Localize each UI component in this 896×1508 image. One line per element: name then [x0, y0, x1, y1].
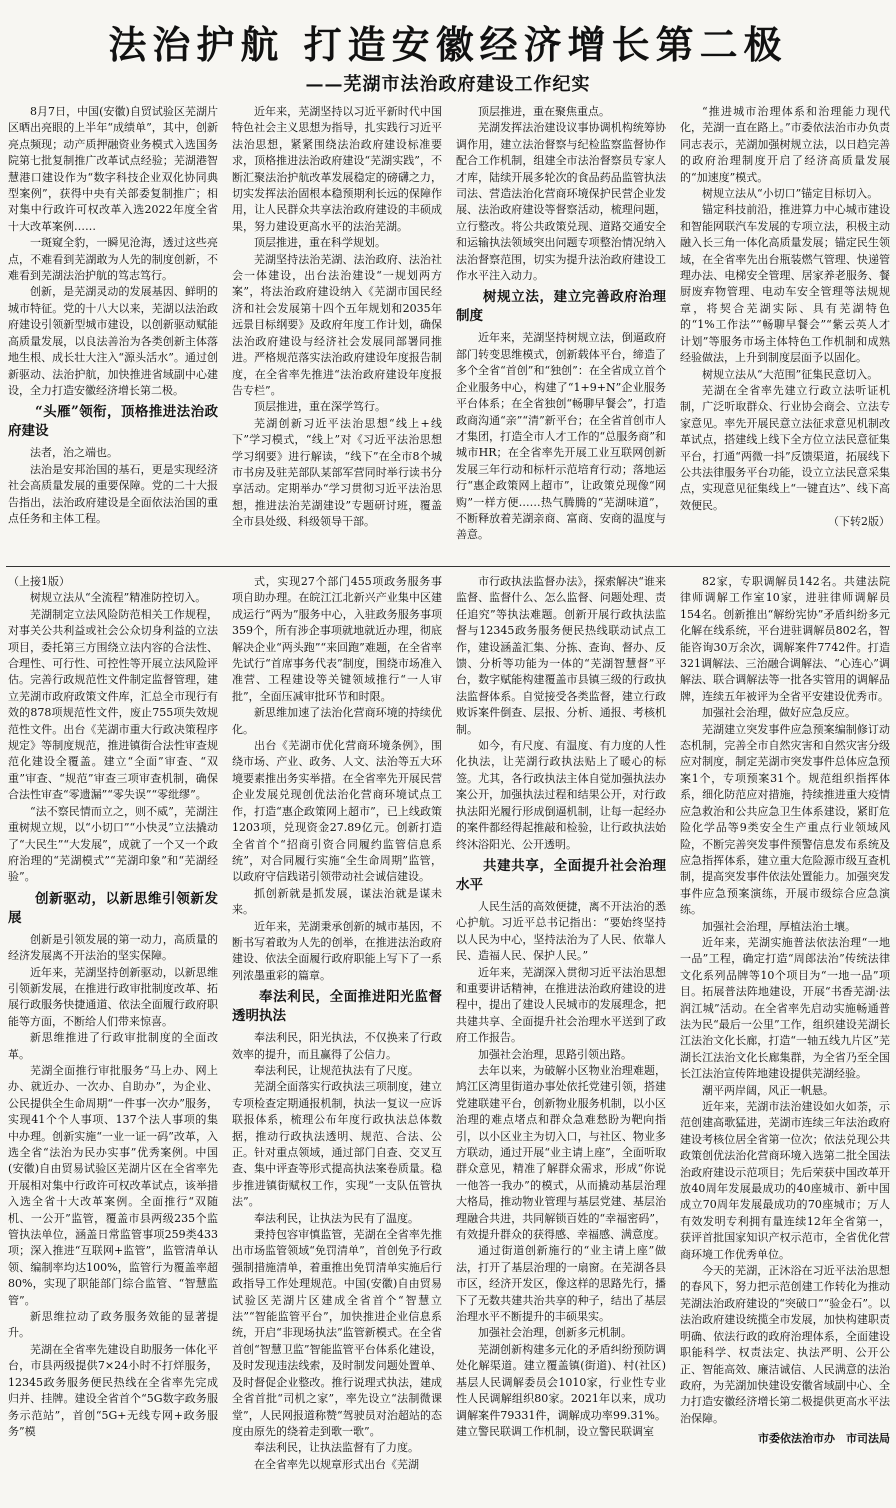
- paragraph: 加强社会治理，做好应急反应。: [702, 706, 856, 720]
- paragraph: 新思维加速了法治化营商环境的持续优化。: [232, 706, 442, 736]
- paragraph: 近年来，芜湖坚持以习近平新时代中国特色社会主义思想为指导，扎实践行习近平法治思想，紧紧围绕法治政府建设标准要求，顶格推进法治政府建设“芜湖实践”，不断汇聚法治护航改革发展稳定的磅礴之力，切实发挥法治固根本稳预期利长远的保障作用，让人民群众共享法治政府建设的丰硕成果，努力建设更高水平的法治芜湖。: [232, 105, 442, 233]
- paragraph: 近年来，芜湖深入贯彻习近平法治思想和重要讲话精神，在推进法治政府建设的进程中，提出了建设人民城市的发展理念，把共建共享、全面提升社会治理水平送到了政府工作报告。: [456, 965, 666, 1045]
- paragraph: 法者，治之端也。: [30, 446, 118, 460]
- article-column: [8, 574, 218, 1498]
- paragraph: 通过街道创新施行的“业主请上座”做法，打开了基层治理的一扇窗。在芜湖各县市区，经济开发区，像这样的思路先行，播下了无数共建共治共享的种子，结出了基层治理水平不断提升的丰硕果实。: [456, 1244, 666, 1324]
- paragraph: 奉法利民，阳光执法，不仅换来了行政效率的提升，而且赢得了公信力。: [232, 1031, 442, 1061]
- paragraph: 芜湖在全省率先建立行政立法听证机制，广泛听取群众、行业协会商会、立法专家意见。率先开展民意立法征求意见机制改革试点，搭建线上线下全方位立法民意征集平台，打通“两微一抖”反馈渠道，拓展线下公共法律服务平台功能，设立立法民意采集点，实现意见征集线上“一键直达”、线下高效便民。: [680, 383, 890, 512]
- paragraph: 一斑窥全豹，一瞬见沧海，透过这些亮点，不难看到芜湖敢为人先的制度创新，不难看到芜湖法治护航的笃志笃行。: [8, 236, 218, 283]
- paragraph: “推进城市治理体系和治理能力现代化，芜湖一直在路上。”市委依法治市办负责同志表示，芜湖加强树规立法，以日趋完善的政府治理制度开启了经济高质量发展的“加速度”模式。: [680, 105, 890, 184]
- paragraph: 芜湖发挥法治建设议事协调机构统筹协调作用，建立法治督察与纪检监察监督协作配合工作机制，组建全市法治督察员专家人才库，陆续开展多轮次的食品药品监管执法司法、营造法治化营商环境保护民营企业发展、法治政府建设等督察活动，梳理问题，立行整改。将公共政策兑现、道路交通安全和运输执法领域突出问题专项整治情况纳入法治督察范围，切实为提升法治政府建设工作水平注入动力。: [456, 121, 666, 283]
- paragraph: 顶层推进，重在聚焦重点。: [478, 105, 610, 118]
- paragraph: 秉持包容审慎监管，芜湖在全省率先推出市场监管领域“免罚清单”，首创免予行政强制措施清单，着重推出免罚清单实施后行政指导工作处理规范。中国(安徽)自由贸易试验区芜湖片区建成全省首个“智慧立法”“智能监管平台”，加快推进企业信息系统，开启“非现场执法”监管新模式。在全省首创“智慧卫监”智能监管平台体系化建设，及时发现违法线索，及时制发问题处置单、及时督促企业整改。推行说理式执法，建成全省首批“司机之家”，率先设立“法制微课堂”，人民网报道称赞“驾驶员对治超站的态度由原先的绕着走到歌一歌”。: [232, 1228, 442, 1438]
- paragraph: 式，实现27个部门455项政务服务事项自助办理。在皖江江北新兴产业集中区建成运行“两为”服务中心，入驻政务服务事项359个，所有涉企事项就地就近办理，彻底解决企业“两头跑”“来回跑”难题，在全省率先试行“首席事务代表”制度，围绕市场准入准营、工程建设等关键领域推行“一人审批”，全面压减审批环节和时限。: [232, 575, 442, 703]
- article-column: [680, 104, 890, 552]
- paragraph: 顶层推进，重在深学笃行。: [254, 400, 386, 414]
- paragraph: 加强社会治理，厚植法治土壤。: [702, 919, 856, 933]
- subheadline: ——芜湖市法治政府建设工作纪实: [305, 74, 591, 95]
- paragraph: 加强社会治理，思路引领出路。: [478, 1047, 632, 1061]
- paragraph: 新思维拉动了政务服务效能的显著提升。: [8, 1310, 218, 1340]
- article-column: [456, 104, 666, 552]
- paragraph: 今天的芜湖，正沐浴在习近平法治思想的春风下，努力把示范创建工作转化为推动芜湖法治政府建设的“突破口”“验金石”。以法治政府建设统揽全市发展，加快构建职责明确、依法行政的政府治理体系，全面建设职能科学、权责法定、执法严明、公开公正、智能高效、廉洁诚信、人民满意的法治政府，为芜湖加快建设安徽省域副中心、全力打造安徽经济增长第二极提供更高水平法治保障。: [680, 1264, 890, 1425]
- paragraph: 市行政执法监督办法》，探索解决“谁来监督、监督什么、怎么监督、问题处理、责任追究”等执法难题。创新开展行政执法监督与12345政务服务便民热线联动试点工作，建设涵盖汇集、分拣、查询、督办、反馈、分析等功能为一体的“芜湖智慧督”平台，数字赋能构建覆盖市县镇三级的行政执法监督体系。自觉接受各类监督，建立行政败诉案件倒查、层报、分析、通报、考核机制。: [456, 575, 666, 736]
- paragraph: 去年以来，为破解小区物业治理难题，鸠江区湾里街道办事处依托党建引领，搭建党建联建平台，创新物业服务机制，以小区治理的难点堵点和群众急难愁盼为靶向指引，以小区业主为切入口，与社区、物业多方联动，通过开展“业主请上座”，全面听取群众意见，精准了解群众需求，形成“你说一他答一我办”的模式，从而撬动基层治理大格局，推动物业管理与基层党建、基层治理融合共进，共同解锁百姓的“幸福密码”，有效提升群众的获得感、幸福感、满意度。: [456, 1063, 666, 1242]
- continued-on-note: （下转2版）: [828, 515, 890, 529]
- paragraph: 芜湖创新习近平法治思想“线上+线下”学习模式，“线上”对《习近平法治思想学习纲要》进行解读，“线下”在全市8个城市书房及驻芜部队某部军营同时举行读书分享活动。定期举办“学习贯彻习近平法治思想，推进法治芜湖建设”专题研讨班，覆盖全市县处级、科级领导干部。: [232, 416, 442, 529]
- paragraph: 出台《芜湖市优化营商环境条例》，围绕市场、产业、政务、人文、法治等五大环境要素推出务实举措。在全省率先开展民营企业发展兑现创优法治化营商环境试点工作，打造“惠企政策网上超市”，已上线政策1203项，兑现资金27.89亿元。创新打造全省首个“招商引资合同履约监管信息系统”，对合同履行实施“全生命周期”监管，以政府守信践诺引领带动社会诚信建设。: [232, 739, 442, 884]
- article-column: [8, 104, 218, 552]
- paragraph: 近年来，芜湖实施普法依法治理“一地一品”工程，确定打造“周郎法治”传统法律文化系列品牌等10个项目为“一地一品”项目。拓展普法阵地建设，开展“书香芜湖·法润江城”活动。在全省率先启动实施畅通普法为民“最后一公里”工作，组织建设芜湖长江法治文化长廊，打造“一轴五线九片区”芜湖长江法治文化长廊集群，为全省乃至全国长江法治宣传阵地建设提供芜湖经验。: [680, 935, 890, 1081]
- paragraph: 树规立法从“全流程”精准防控切入。: [30, 591, 207, 605]
- paragraph: 加强社会治理，创新多元机制。: [478, 1326, 632, 1340]
- paragraph: 芜湖全面落实行政执法三项制度，建立专项检查定期通报机制，执法一复议一应诉联报体系，梳理公布年度行政执法总体数据，推动行政执法透明、规范、合法、公正。针对重点领域，通过部门自查、交叉互查、集中评查等形式提高执法案卷质量。稳步推进镇街赋权工作，实现“一支队伍管执法”。: [232, 1080, 442, 1209]
- paragraph: 在全省率先以规章形式出台《芜湖: [254, 1457, 419, 1471]
- paragraph: 树规立法从“大范围”征集民意切入。: [702, 367, 879, 381]
- paragraph: 新思维推进了行政审批制度的全面改革。: [8, 1031, 218, 1061]
- paragraph: 芜湖创新构建多元化的矛盾纠纷预防调处化解渠道。建立覆盖镇(街道)、村(社区)基层人民调解委员会1010家，行业性专业性人民调解组织80家。2021年以来，成功调解案件79331件，调解成功率99.31%。建立警民联调工作机制，设立警民联调室: [456, 1342, 666, 1438]
- paragraph: 奉法利民，让执法为民有了温度。: [254, 1211, 419, 1225]
- section-divider: [6, 566, 890, 567]
- paragraph: 奉法利民，让执法监督有了力度。: [254, 1441, 419, 1455]
- paragraph: 近年来，芜湖坚持创新驱动，以新思维引领新发展，在推进行政审批制度改革、拓展行政服务快捷通道、依法全面履行政府职能等方面，不断给人们带来惊喜。: [8, 965, 218, 1028]
- paragraph: 抓创新就是抓发展，谋法治就是谋未来。: [232, 886, 442, 917]
- paragraph: 芜湖坚持法治芜湖、法治政府、法治社会一体建设，出台法治建设“一规划两方案”，将法治政府建设纳入《芜湖市国民经济和社会发展第十四个五年规划和2035年远景目标纲要》及政府年度工作计划，确保法治政府建设与经济社会发展同部署同推进。严格规范落实法治政府建设年度报告制度，在全省率先推进“法治政府建设年度报告专栏”。: [232, 252, 442, 397]
- paragraph: 近年来，芜湖坚持树规立法，倒逼政府部门转变思维模式，创新载体平台，缔造了多个全省“首创”和“独创”：在全省成立首个企业服务中心，构建了“1+9+N”企业服务平台体系；在全省独创“畅聊早餐会”，打造政商沟通“亲”“清”新平台；在全省首创市人才集团，打造全市人才工作的“总服务商”和城市HR；在全省率先开展工业互联网创新发展三年行动和标杆示范培育行动；落地运行“惠企政策网上超市”，让政策兑现像“网购”一样方便……热气腾腾的“芜湖味道”，不断释放着芜湖亲商、富商、安商的温度与善意。: [456, 331, 666, 542]
- paragraph: 芜湖全面推行审批服务“马上办、网上办、就近办、一次办、自助办”，为企业、公民提供全生命周期“一件事一次办”服务，实现41个个人事项、137个法人事项的集中办理。创新实施“一业一证一码”改革，入选全省“法治为民办实事”优秀案例。中国(安徽)自由贸易试验区芜湖片区在全省率先开展相对集中行政许可权改革试点，该举措入选全省十大改革案例。全面推行“双随机、一公开”监管，覆盖市县两级235个监管执法单位，涵盖日常监管事项259类433项；深入推进“互联网+监管”，监管清单认领、编制率均达100%，监管行为覆盖率超80%，实现了职能部门综合监管、“智慧监管”。: [8, 1063, 218, 1307]
- paragraph: 奉法利民，让规范执法有了尺度。: [254, 1063, 419, 1077]
- paragraph: 芜湖建立突发事件应急预案编制修订动态机制，完善全市自然灾害和自然灾害分级应对制度，制定芜湖市突发事件总体应急预案1个，专项预案31个。规范组织指挥体系，细化防范应对措施，持续推进重大疫情应急救治和公共应急卫生体系建设，紧盯危险化学品等9类安全生产重点行业领域风险，不断完善突发事件预警信息发布系统及应急指挥体系，建立重大危险源市级互查机制，提高突发事件依法处置能力。加强突发事件应急预案演练，开展市级综合应急演练。: [680, 722, 890, 917]
- article-column: [232, 574, 442, 1498]
- article-column: [456, 574, 666, 1498]
- continued-from-note: （上接1版）: [8, 575, 70, 588]
- section-heading: 共建共享，全面提升社会治理水平: [456, 857, 666, 893]
- paragraph: 法治是安邦治国的基石，更是实现经济社会高质量发展的重要保障。党的二十大报告指出，法治政府建设是全面依法治国的重点任务和主体工程。: [8, 462, 218, 525]
- paragraph: 人民生活的高效便捷，离不开法治的悉心护航。习近平总书记指出：“要始终坚持以人民为中心，坚持法治为了人民、依靠人民、造福人民、保护人民。”: [456, 899, 666, 963]
- section-heading: 奉法利民，全面推进阳光监督透明执法: [232, 989, 442, 1025]
- headline: 法治护航 打造安徽经济增长第二极: [108, 22, 788, 67]
- paragraph: 芜湖在全省率先建设自助服务一体化平台，市县两级提供7×24小时不打烊服务，12345政务服务便民热线在全省率先完成归并、挂牌。建设全省首个“5G数字政务服务示范站”，首创“5G+无线专网+政务服务”模: [8, 1342, 218, 1438]
- paragraph: 近年来，芜湖市法治建设如火如荼，示范创建高歌猛进，芜湖市连续三年法治政府建设考核位居全省第一位次；依法兑现公共政策创优法治化营商环境入选第二批全国法治政府建设示范项目；先后荣获中国改革开放40周年发展最成功的40座城市、新中国成立70周年发展最成功的70座城市；万人有效发明专利拥有量连续12年全省第一，获评首批国家知识产权示范市，全省优化营商环境工作优秀单位。: [680, 1100, 890, 1261]
- paragraph: 顶层推进，重在科学规划。: [254, 236, 386, 250]
- paragraph: 树规立法从“小切口”锚定目标切入。: [702, 187, 879, 201]
- paragraph: 近年来，芜湖秉承创新的城市基因，不断书写着敢为人先的创举，在推进法治政府建设、依法全面履行政府职能上写下了一系列浓墨重彩的篇章。: [232, 919, 442, 982]
- section-heading: “头雁”领衔，顶格推进法治政府建设: [8, 404, 218, 440]
- section-heading: 树规立法，建立完善政府治理制度: [456, 289, 666, 325]
- paragraph: 创新是引领发展的第一动力，高质量的经济发展离不开法治的坚实保障。: [8, 932, 218, 963]
- paragraph: 芜湖制定立法风险防范相关工作规程，对事关公共利益或社会公众切身利益的立法项目，委托第三方围绕立法内容的合法性、合理性、可行性、可控性等开展立法风险评估。完善行政规范性文件制定监督管理，建立芜湖市政府政策文件库，汇总全市现行有效的878项规范性文件，废止755项失效规范性文件。出台《芜湖市重大行政决策程序规定》等制度规范，推进镇街合法性审查规范化建设全覆盖。建立“全面”审查、“双重”审查、“规范”审查三项审查机制，确保合法性审查“零遗漏”“零失误”“零纰缪”。: [8, 607, 218, 802]
- paragraph: 8月7日，中国(安徽)自贸试验区芜湖片区晒出亮眼的上半年“成绩单”，其中，创新亮点频现；动产质押融资业务模式入选国务院第七批复制推广改革试点经验；芜湖港智慧港口建设作为“数字科技企业双化协同典型案例”，获得中央有关部委复制推广；相对集中行政许可权改革入选2022年度全省十大改革案例……: [8, 105, 218, 233]
- article-column: [680, 574, 890, 1498]
- paragraph: “法不察民情而立之，则不威”，芜湖注重树规立规，以“小切口”“小快灵”立法撬动了“大民生”“大发展”，成就了一个又一个政府治理的“芜湖模式”“芜湖印象”和“芜湖经验”。: [8, 804, 218, 884]
- article-column: [232, 104, 442, 552]
- paragraph: 如今，有尺度、有温度、有力度的人性化执法，让芜湖行政执法贴上了暖心的标签。尤其，各行政执法主体自觉加强执法办案公开，加强执法过程和结果公开，对行政执法阳光履行形成倒逼机制，让每一起经办的案件都经得起推敲和检验，让行政执法始终沐浴阳光、公开透明。: [456, 739, 666, 851]
- section-heading: 创新驱动，以新思维引领新发展: [8, 890, 218, 926]
- byline: 市委依法治市办 市司法局: [758, 1432, 890, 1446]
- paragraph: 82家，专职调解员142名。共建法院律师调解工作室10家，进驻律师调解员154名。创新推出“解纷宪协”矛盾纠纷多元化解在线系统，平台进驻调解员802名，智能咨询30万余次，调解案件7742件。打造321调解法、三治融合调解法、“心连心”调解法、联合调解法等一批各实管用的调解品牌，连续五年被评为全省平安建设优秀市。: [680, 575, 890, 703]
- paragraph: 锚定科技前沿，推进算力中心城市建设和智能网联汽车发展的专项立法，积极主动融入长三角一体化高质量发展；锚定民生领域，在全省率先出台瓶装燃气管理、快递管理办法、电梯安全管理、居家养老服务、餐厨废弃物管理、电动车安全管理等法规规章，将契合芜湖实际、具有芜湖特色的“1%工作法”“畅聊早餐会”“紫云英人才计划”等服务市场主体特色工作机制和成熟经验做法，上升到制度层面予以固化。: [680, 203, 890, 365]
- paragraph: 创新，是芜湖灵动的发展基因、鲜明的城市特征。党的十八大以来，芜湖以法治政府建设引领新型城市建设，以创新驱动赋能高质量发展，以良法善治为各类创新主体落地生根、成长壮大注入“源头活水”。通过创新驱动、法治护航，加快推进省域副中心建设，全力打造安徽经济增长第二极。: [8, 285, 218, 397]
- paragraph: 潮平两岸阔，风正一帆悬。: [702, 1083, 834, 1097]
